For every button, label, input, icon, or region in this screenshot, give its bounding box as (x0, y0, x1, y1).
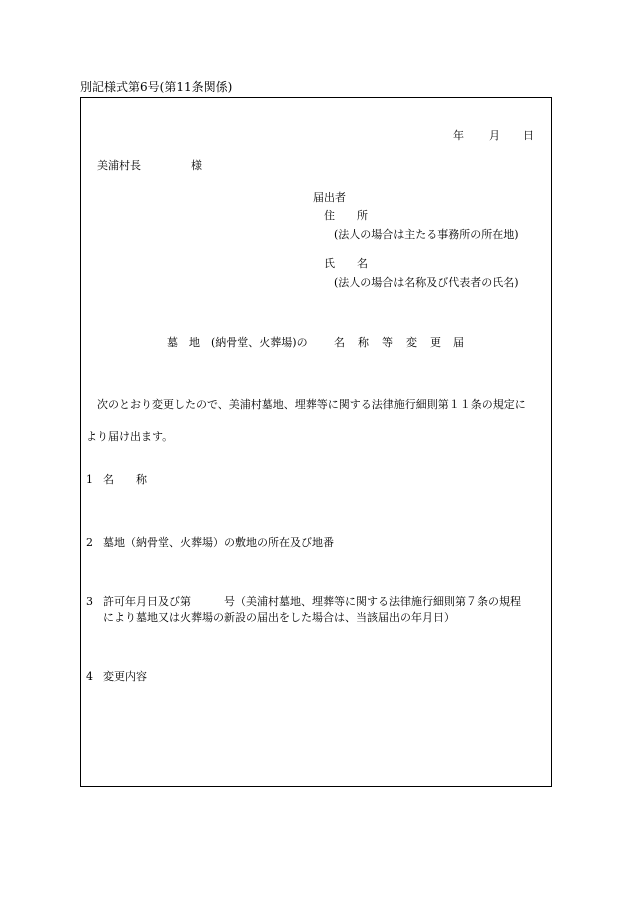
date-day: 日 (523, 129, 534, 142)
item-3-number: 3 (86, 595, 93, 608)
applicant-name-label: 氏 名 (324, 257, 368, 270)
item-1-number: 1 (86, 473, 93, 486)
title-part-1: 墓 地 (納骨堂、火葬場)の (167, 336, 308, 349)
item-4-text: 変更内容 (103, 670, 147, 683)
item-1-text: 名 称 (103, 473, 147, 486)
title-part-7: 届 (453, 336, 464, 349)
item-3-text: 許可年月日及び第 号（美浦村墓地、埋葬等に関する法律施行細則第７条の規程 (103, 595, 521, 608)
title-part-6: 更 (430, 336, 441, 349)
title-part-4: 等 (382, 336, 393, 349)
body-line-1: 次のとおり変更したので、美浦村墓地、埋葬等に関する法律施行細則第１１条の規定に (97, 398, 526, 411)
applicant-name-note: (法人の場合は名称及び代表者の氏名) (334, 276, 519, 289)
item-3-text-line-2: により墓地又は火葬場の新設の届出をした場合は、当該届出の年月日） (103, 611, 455, 624)
item-4-number: 4 (86, 670, 93, 683)
body-line-2: より届け出ます。 (86, 430, 174, 443)
title-part-3: 称 (358, 336, 369, 349)
applicant-label: 届出者 (313, 191, 346, 204)
applicant-address-note: (法人の場合は主たる事務所の所在地) (334, 228, 519, 241)
form-number-label: 別記様式第6号(第11条関係) (80, 80, 233, 94)
addressee-name: 美浦村長 (97, 159, 141, 172)
date-year: 年 (453, 129, 464, 142)
title-part-5: 変 (406, 336, 417, 349)
item-2-text: 墓地（納骨堂、火葬場）の敷地の所在及び地番 (103, 536, 334, 549)
addressee-honorific: 様 (191, 159, 202, 172)
item-2-number: 2 (86, 536, 93, 549)
applicant-address-label: 住 所 (324, 209, 368, 222)
date-month: 月 (489, 129, 500, 142)
title-part-2: 名 (334, 336, 345, 349)
